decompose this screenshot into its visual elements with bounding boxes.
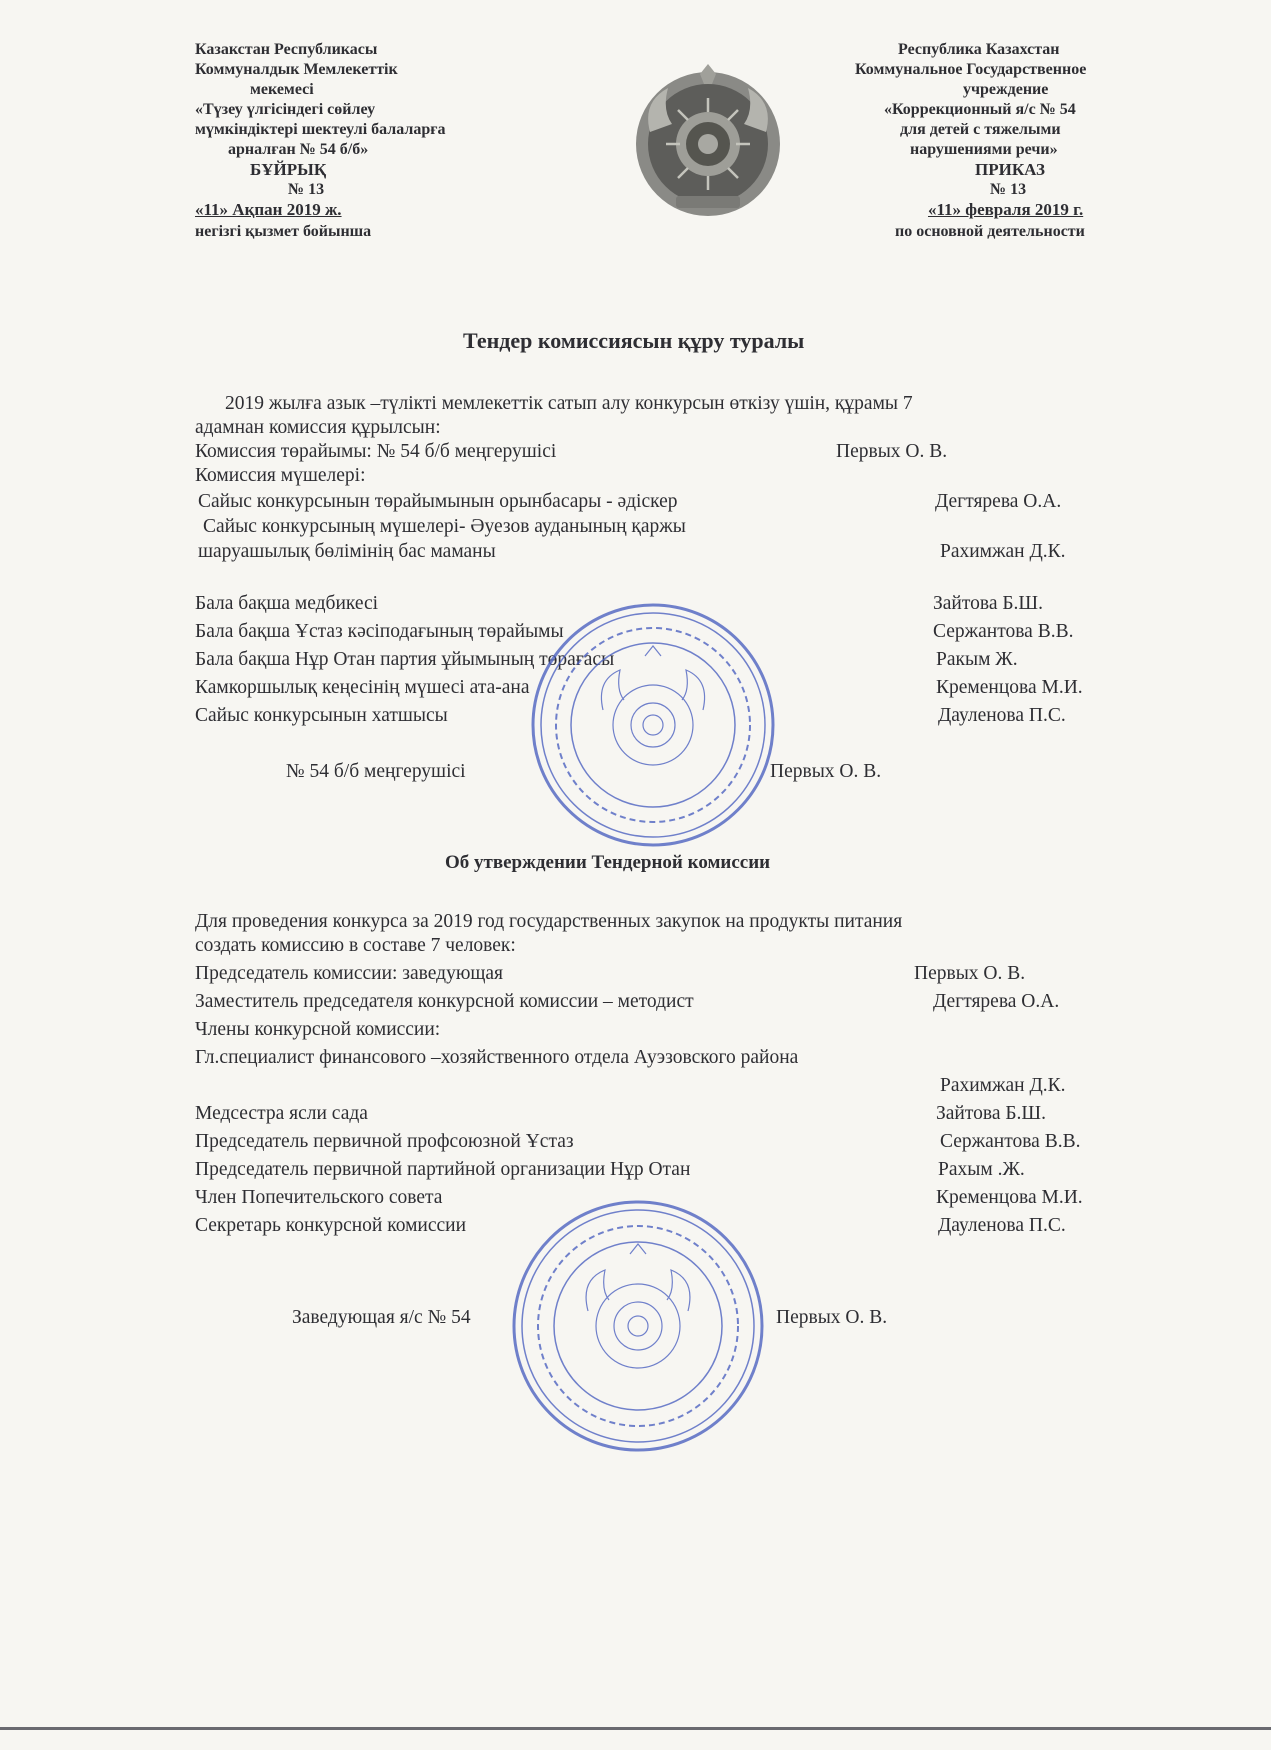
header-ru-line4: «Коррекционный я/с № 54 bbox=[884, 101, 1076, 118]
kz-member-name: Дегтярева О.А. bbox=[935, 491, 1062, 512]
header-kz-order: БҰЙРЫҚ bbox=[250, 160, 327, 179]
header-ru-number: № 13 bbox=[990, 181, 1027, 198]
state-emblem-icon bbox=[628, 62, 788, 222]
header-kz-line2: Коммуналдык Мемлекеттік bbox=[195, 61, 398, 78]
ru-members-label: Члены конкурсной комиссии: bbox=[195, 1019, 441, 1040]
header-kz-line1: Казакстан Республикасы bbox=[195, 41, 378, 58]
ru-member-role: Медсестра ясли сада bbox=[195, 1103, 368, 1124]
kz-member-role: шаруашылық бөлімінің бас маманы bbox=[198, 541, 496, 562]
kz-member-name: Кременцова М.И. bbox=[936, 677, 1083, 698]
official-seal-stamp-1 bbox=[528, 600, 778, 850]
ru-member-name: Зайтова Б.Ш. bbox=[936, 1103, 1046, 1124]
kz-section-title: Тендер комиссиясын құру туралы bbox=[463, 328, 805, 353]
header-ru-line6: нарушениями речи» bbox=[910, 141, 1058, 158]
kz-chair-name: Первых О. В. bbox=[836, 441, 948, 462]
header-kz-line6: арналған № 54 б/б» bbox=[228, 141, 369, 158]
header-kz-date: «11» Ақпан 2019 ж. bbox=[195, 200, 342, 219]
kz-intro-line1: 2019 жылға азык –түлікті мемлекеттік сатып алу конкурсын өткізу үшін, құрамы 7 bbox=[225, 393, 913, 414]
ru-deputy-label: Заместитель председателя конкурсной комиссии – методист bbox=[195, 991, 694, 1012]
ru-chair-name: Первых О. В. bbox=[914, 963, 1026, 984]
ru-member-role: Председатель первичной профсоюзной Ұстаз bbox=[195, 1131, 574, 1152]
kz-signature-label: № 54 б/б меңгерушісі bbox=[286, 761, 466, 782]
header-ru-line2: Коммунальное Государственное bbox=[855, 61, 1087, 78]
ru-deputy-name: Дегтярева О.А. bbox=[933, 991, 1060, 1012]
header-kz-basis: негізгі қызмет бойынша bbox=[195, 223, 372, 240]
kz-members-label: Комиссия мүшелері: bbox=[195, 465, 366, 486]
kz-member-name: Зайтова Б.Ш. bbox=[933, 593, 1043, 614]
kz-member-role: Бала бақша медбикесі bbox=[195, 593, 379, 614]
kz-chair-label: Комиссия төрайымы: № 54 б/б меңгерушісі bbox=[195, 441, 557, 462]
kz-signature-name: Первых О. В. bbox=[770, 761, 882, 782]
ru-intro-line2: создать комиссию в составе 7 человек: bbox=[195, 935, 516, 956]
ru-signature-label: Заведующая я/с № 54 bbox=[292, 1307, 471, 1328]
ru-section-title: Об утверждении Тендерной комиссии bbox=[445, 852, 771, 873]
kz-member-role: Бала бақша Нұр Отан партия ұйымының төрағасы bbox=[195, 649, 615, 670]
header-kz-number: № 13 bbox=[288, 181, 325, 198]
kz-member-role: Камкоршылық кеңесінің мүшесі ата-ана bbox=[195, 677, 530, 698]
header-kz-line5: мүмкіндіктері шектеулі балаларға bbox=[195, 121, 446, 138]
header-ru-basis: по основной деятельности bbox=[895, 223, 1085, 240]
ru-member-name: Сержантова В.В. bbox=[940, 1131, 1081, 1152]
header-kz-line4: «Түзеу үлгісіндегі сөйлеу bbox=[195, 101, 376, 118]
ru-member-name: Рахым .Ж. bbox=[938, 1159, 1025, 1180]
kz-member-name: Сержантова В.В. bbox=[933, 621, 1074, 642]
kz-member-role: Сайыс конкурсынын хатшысы bbox=[195, 705, 448, 726]
ru-chair-label: Председатель комиссии: заведующая bbox=[195, 963, 504, 984]
ru-member-role: Председатель первичной партийной организации Нұр Отан bbox=[195, 1159, 691, 1180]
official-seal-stamp-2 bbox=[508, 1196, 768, 1456]
header-kz-line3: мекемесі bbox=[250, 81, 314, 98]
header-ru-order: ПРИКАЗ bbox=[975, 160, 1045, 179]
ru-member-name: Рахимжан Д.К. bbox=[940, 1075, 1066, 1096]
ru-member-name: Дауленова П.С. bbox=[938, 1215, 1066, 1236]
ru-member-role: Гл.специалист финансового –хозяйственного отдела Ауэзовского района bbox=[195, 1047, 799, 1068]
ru-member-role: Член Попечительского совета bbox=[195, 1187, 443, 1208]
kz-member-role: Сайыс конкурсының мүшелері- Әуезов ауданының қаржы bbox=[203, 516, 686, 537]
kz-member-name: Дауленова П.С. bbox=[938, 705, 1066, 726]
header-ru-date: «11» февраля 2019 г. bbox=[928, 200, 1084, 219]
ru-member-role: Секретарь конкурсной комиссии bbox=[195, 1215, 467, 1236]
kz-member-name: Ракым Ж. bbox=[936, 649, 1018, 670]
scan-edge-line bbox=[0, 1727, 1271, 1730]
ru-intro-line1: Для проведения конкурса за 2019 год государственных закупок на продукты питания bbox=[195, 911, 903, 932]
kz-member-role: Сайыс конкурсынын төрайымынын орынбасары - әдіскер bbox=[198, 491, 678, 512]
kz-member-name: Рахимжан Д.К. bbox=[940, 541, 1066, 562]
kz-intro-line2: адамнан комиссия құрылсын: bbox=[195, 417, 441, 438]
ru-member-name: Кременцова М.И. bbox=[936, 1187, 1083, 1208]
header-ru-line3: учреждение bbox=[963, 81, 1049, 98]
ru-signature-name: Первых О. В. bbox=[776, 1307, 888, 1328]
kz-member-role: Бала бақша Ұстаз кәсіподағының төрайымы bbox=[195, 621, 564, 642]
header-ru-line5: для детей с тяжелыми bbox=[900, 121, 1061, 138]
header-ru-line1: Республика Казахстан bbox=[898, 41, 1060, 58]
